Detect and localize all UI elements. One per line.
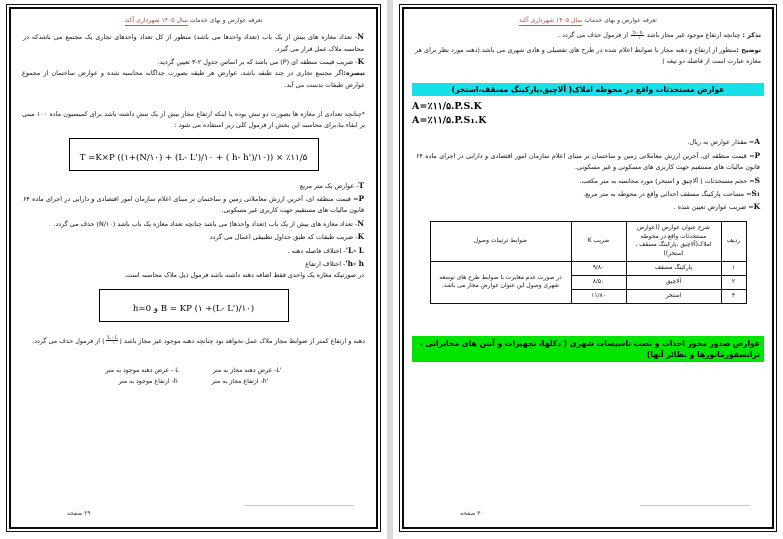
symbol-L-Lprime: L- L' [345, 245, 364, 255]
page-left-frame-outer [399, 4, 777, 532]
symbol-definition-T [23, 179, 364, 192]
symbol-N-text: - تعداد مغازه های بیش از یک باب (تعداد واحدها می باشد) منظور از کل تعداد واحدهای تجاری یک مجتمع می باشدکه در محاسبه ملاک عمل قرار می گیرد. [23, 33, 364, 53]
th-rules: ضوابط ترتیبات وصول [430, 221, 571, 261]
symbol-K: K [357, 232, 364, 242]
closing-fraction [106, 336, 119, 345]
symbol-definition-S [416, 174, 760, 187]
tariff-table [430, 221, 747, 304]
note-text-after: از فرمول حذف می گردد . [558, 31, 631, 40]
symbol-S1: S₁ [751, 188, 760, 198]
symbol-pair-left-1: 'L- عرض دهنه مجاز به متر [212, 366, 282, 374]
th-description: شرح عنوان عوارض ((عوارض مستحدثات واقع در محوطه املاک(آلاچیق ،پارکینگ مسقف ، استخر)) [626, 221, 721, 261]
symbol-pairs-row-1 [19, 365, 368, 376]
page-right-frame-inner [9, 7, 378, 529]
page-left-number: ۳۰ صفحه [460, 510, 484, 517]
table-row [430, 262, 746, 276]
symbol-N: N [357, 32, 364, 42]
right-top-definitions [19, 30, 368, 68]
formula-A-area: A=٪۱۱/۵.P.S₁.K [412, 115, 487, 127]
tabsareh-text: اگر مجتمع تجاری در چند طبقه باشد، عوارض هر طبقه بصورت جداگانه محاسبه شده و عوارض ساختمان از مجموع عوارض طبقات بدست می آید. [22, 69, 365, 89]
formula-A-volume: A=٪۱۱/۵.P.S.K [412, 101, 482, 113]
tabsareh-note [19, 68, 368, 90]
cell-radif: ۲ [721, 276, 746, 290]
tabsareh-label: تبصره: [343, 69, 365, 78]
formula-box-secondary [99, 289, 289, 322]
symbol-P: P [754, 150, 760, 160]
symbol-h-hprime-text: - اختلاف ارتفاع [305, 259, 346, 268]
tariff-table-body [430, 262, 746, 304]
definition-label: توضیح : [736, 46, 761, 55]
symbol-P-text: = قیمت منطقه ای، آخرین ارزش معاملاتی زمین و ساختمان بر مبنای اعلام سازمان امور اقتصادی و دارایی در اجرای ماده ۶۴ قانون مالیات های مستقیم جهت کاربری های مسکونی و غیر مسکونی. [416, 151, 760, 172]
cell-coefficient: ۹/۸۰ [571, 262, 626, 276]
symbol-K: K [753, 202, 760, 212]
th-coefficient: ضریب K [571, 221, 626, 261]
page-right-header [19, 17, 368, 24]
symbol-pair-right-1: L - عرض دهنه موجود به متر [105, 366, 179, 374]
symbol-S: S [754, 175, 760, 185]
header-plain-text: تعرفه عوارض و بهای خدمات [582, 17, 657, 24]
header-underlined-text: سال ۱۴۰۵ شهرداری آکند [124, 17, 188, 24]
symbol-S1-text: = مساحت پارکینگ مسقف احداثی واقع در محوطه به متر مربع. [583, 189, 752, 198]
symbol-P-text: = قیمت منطقه ای، آخرین ارزش معاملاتی زمین و ساختمان بر مبنای اعلام سازمان امور اقتصادی و دارایی در اجرای ماده ۶۴ قانون مالیات های مستقیم جهت کاربری غیر مسکونی. [23, 194, 364, 215]
page-left-header [412, 17, 764, 24]
tariff-table-head [430, 221, 746, 261]
symbol-pair-right-2: h- ارتفاع موجود به متر [118, 378, 178, 386]
highlight-heading-urban-facilities: عوارض صدور مجوز احداث و نصب تاسیسات شهری ( دکلها، تجهیزات و آنتن های مخابراتی ، ترانسفورماتورها و نظائر آنها) [412, 336, 764, 362]
symbol-definition-A [416, 135, 760, 148]
symbol-definition-P [416, 149, 760, 174]
symbol-pair-left-2: 'h- ارتفاع مجاز به متر [211, 378, 269, 386]
symbol-definition-K2 [23, 230, 364, 243]
symbol-S-text: = حجم مستحدثات ( آلاچیق و استخر) مورد محاسبه به متر مکعب. [579, 176, 755, 185]
footer-divider [640, 505, 750, 506]
cell-radif: ۱ [721, 262, 746, 276]
symbol-N-text: - تعداد مغازه های بیش از یک باب (تعداد واحدها) می باشد چنانچه تعداد مغازه یک باب باشد (N/۱۰) حذف می گردد. [53, 219, 358, 228]
symbol-K-text: - ضریب قیمت منطقه ای (P) می باشد که بر اساس جدول ۲-۳ تعیین گردید. [157, 58, 358, 67]
page-left-frame-inner [402, 7, 774, 529]
cell-coefficient: ۸/۵۰ [571, 276, 626, 290]
symbol-K-text: = ضریب عوارض تعیین شده . [673, 203, 754, 212]
note-label: تذکر : [742, 31, 761, 40]
symbol-definition-P [23, 192, 364, 217]
page-right-footer [33, 505, 354, 517]
header-underlined-text: سال ۱۴۰۵ شهرداری آکند [519, 17, 583, 24]
page-right-number: ۲۹ صفحه [67, 510, 91, 517]
header-plain-text: تعرفه عوارض و بهای خدمات [187, 17, 263, 24]
top-definition-K [23, 55, 364, 68]
cell-description: استخر [626, 289, 721, 303]
symbol-P: P [358, 193, 364, 203]
closing-paragraph [19, 336, 368, 347]
symbol-pairs-row-2 [19, 376, 368, 387]
cell-description: آلاچیق [626, 276, 721, 290]
symbol-definition-L-Lprime [23, 244, 364, 257]
right-symbol-definitions [19, 179, 368, 282]
symbol-definition-N [23, 217, 364, 230]
cell-radif: ۳ [721, 289, 746, 303]
closing-text-after: ) از فرمول حذف می گردد. [32, 336, 105, 345]
symbol-definition-K [416, 200, 760, 213]
top-definition-N [23, 30, 364, 55]
condition-line: در صورتیکه مغازه یک واحدی فقط اضافه دهنه داشته باشد فرمول ذیل ملاک محاسبه است. [124, 271, 364, 280]
page-left-content [412, 12, 764, 524]
cell-rules: در صورت عدم مغایرت با ضوابط طرح های توسعه شهری وصول این عنوان عوارض مجاز می باشد. [430, 262, 571, 304]
cell-coefficient: ۱۱/۸۰ [571, 289, 626, 303]
page-right-content [19, 12, 368, 524]
highlight-heading-properties-surcharge: عوارض مستحدثات واقع در محوطه املاک( آلاچیق،پارکینگ مسقف،استخر) [412, 83, 764, 96]
page-left [393, 0, 783, 539]
note-text-before: چنانچه ارتفاع موجود غیر مجاز باشد [644, 31, 743, 40]
closing-fraction-numerator: L - L' [106, 334, 118, 340]
formula-box-main [69, 138, 319, 171]
note-fraction-numerator: h - h' [632, 29, 643, 35]
definition-text: منظور از ارتفاع و دهنه مجاز با ضوابط اعلام شده در طرح های تفصیلی و هادی شهری می باشد.(دهنه مورد نظر برای هر مغازه عبارت است از فاصله دو تیغه ) [415, 46, 761, 66]
footer-divider [244, 505, 354, 506]
formula-secondary-text: h=0 و B = KP (۱ +(L- L')/۱۰) [132, 303, 255, 314]
page-right [0, 0, 387, 539]
left-symbol-definitions [412, 135, 764, 213]
table-header-row [430, 221, 746, 261]
note-fraction-denominator: ۱۰ [638, 34, 643, 40]
formula-main-text: T =K×P ((۱+(N/۱۰) + (L- L')/۱۰ + ( h- h')/۱۰)) × ٪۱۱/۵ [79, 152, 308, 163]
symbol-h-hprime: h- h' [345, 258, 364, 268]
note-paragraph [412, 30, 764, 41]
note-fraction [631, 31, 644, 40]
asterisk-paragraph: *چنانچه تعدادی از مغازه ها بصورت دو نبش بوده یا اینکه ارتفاع مجاز بیش از یک نبش داشته باشد برای کمیسیون ماده ۱۰۰ مبنی بر ابقاء بنا،برای محاسبه این بخش از فرمول کلی زیر استفاده می شود : [22, 109, 366, 129]
symbol-T: T [358, 180, 364, 190]
symbol-N: N [357, 218, 364, 228]
th-radif: ردیف [721, 221, 746, 261]
closing-fraction-denominator: ۱۰ [112, 340, 118, 346]
symbol-K-text: - ضریب طبقات که طبق جداول تطبیقی اعمال می گردد [209, 233, 358, 242]
symbol-T-text: - عوارض یک متر مربع [299, 181, 359, 190]
definition-paragraph [412, 45, 764, 67]
symbol-definition-S1 [416, 187, 760, 200]
symbol-A: A [754, 137, 760, 147]
closing-text-before: دهنه و ارتفاع کمتر از ضوابط مجاز ملاک عمل نخواهد بود چنانچه دهنه موجود غیر مجاز باشد ( [119, 336, 365, 345]
page-right-frame-outer [6, 4, 381, 532]
symbol-K: K [357, 57, 364, 67]
symbol-A-text: = مقدار عوارض به ریال. [687, 138, 755, 147]
cell-description: پارکینگ مسقف [626, 262, 721, 276]
page-left-footer [426, 505, 750, 517]
symbol-L-Lprime-text: - اختلاف فاصله دهنه . [287, 246, 346, 255]
symbol-definition-h-hprime [23, 257, 364, 270]
